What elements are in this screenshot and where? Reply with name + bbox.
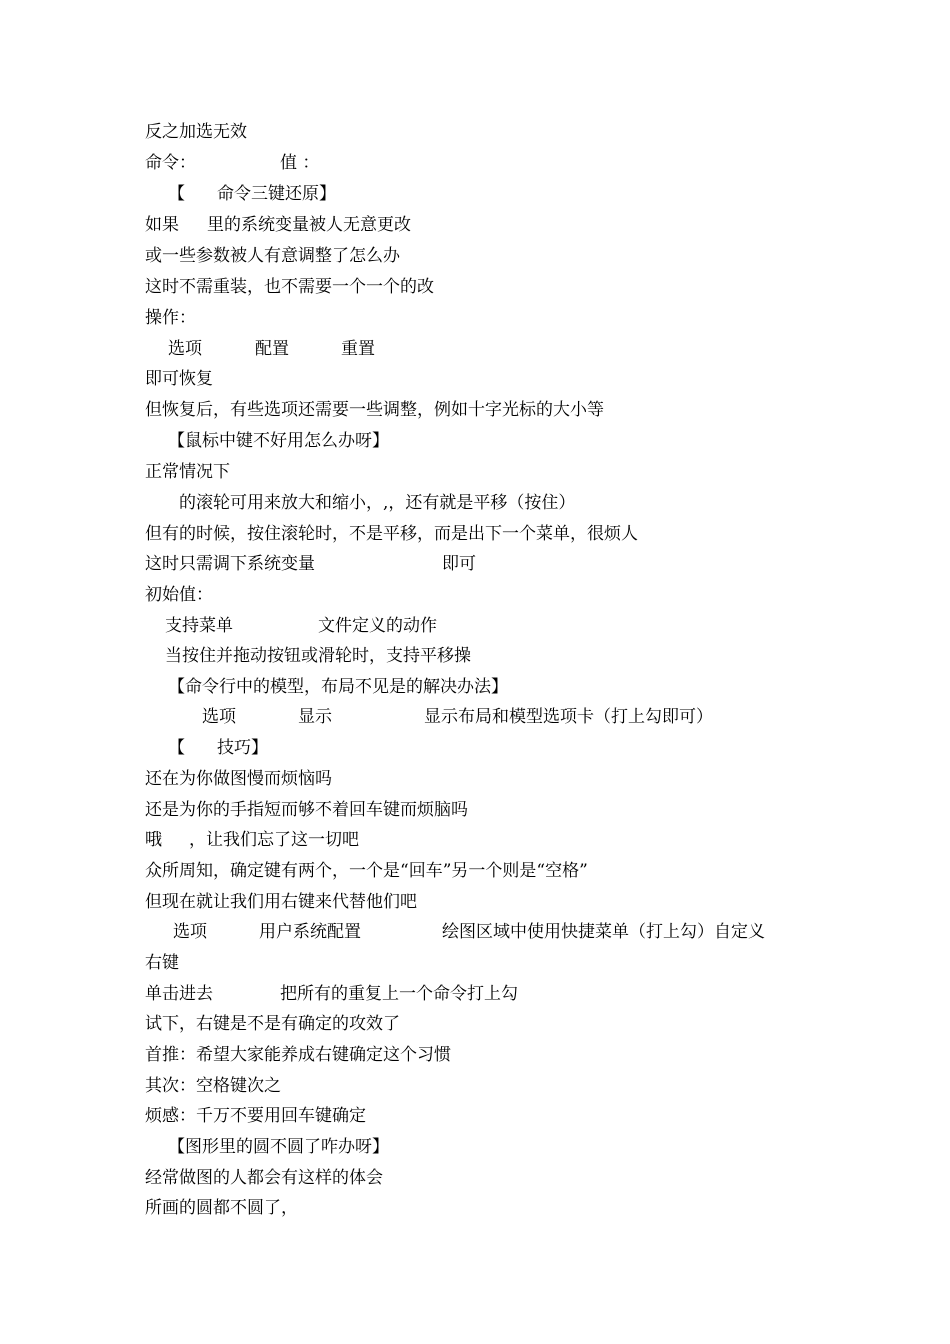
text-segment: 绘图区域中使用快捷菜单（打上勾）自定义 bbox=[442, 922, 765, 942]
text-segment: 【 bbox=[168, 184, 185, 204]
text-segment: 【命令行中的模型，布局不见是的解决办法】 bbox=[168, 677, 508, 697]
text-segment: 反之加选无效 bbox=[145, 122, 247, 142]
text-segment: 选项 bbox=[173, 922, 207, 942]
text-segment: 试下，右键是不是有确定的攻效了 bbox=[145, 1014, 400, 1034]
text-segment: 当按住并拖动按钮或滑轮时，支持平移操 bbox=[165, 646, 471, 666]
text-segment: 经常做图的人都会有这样的体会 bbox=[145, 1168, 383, 1188]
text-segment: 其次：空格键次之 bbox=[145, 1076, 281, 1096]
text-segment: 这时只需调下系统变量 bbox=[145, 554, 315, 574]
text-segment: 里的系统变量被人无意更改 bbox=[207, 215, 411, 235]
text-segment: 选项 bbox=[202, 707, 236, 727]
text-segment: 显示布局和模型选项卡（打上勾即可） bbox=[424, 707, 713, 727]
text-segment: 【 bbox=[168, 738, 185, 758]
text-segment: 支持菜单 bbox=[165, 616, 233, 636]
text-segment: 技巧】 bbox=[217, 738, 268, 758]
text-segment: 哦 bbox=[145, 830, 162, 850]
text-segment: 右键 bbox=[145, 953, 179, 973]
text-segment: 还在为你做图慢而烦恼吗 bbox=[145, 769, 332, 789]
text-segment: 的滚轮可用来放大和缩小，,，还有就是平移（按住） bbox=[179, 493, 576, 513]
text-segment: 但恢复后，有些选项还需要一些调整，例如十字光标的大小等 bbox=[145, 400, 604, 420]
text-segment: 命令三键还原】 bbox=[217, 184, 336, 204]
text-segment: 值 ： bbox=[280, 153, 320, 173]
text-segment: 即可恢复 bbox=[145, 369, 213, 389]
text-segment: 用户系统配置 bbox=[259, 922, 361, 942]
text-segment: 选项 bbox=[168, 339, 202, 359]
text-segment: 还是为你的手指短而够不着回车键而烦脑吗 bbox=[145, 800, 468, 820]
text-segment: 这时不需重装，也不需要一个一个的改 bbox=[145, 277, 434, 297]
text-segment: 单击进去 bbox=[145, 984, 213, 1004]
text-segment: 【图形里的圆不圆了咋办呀】 bbox=[168, 1137, 389, 1157]
text-segment: 配置 bbox=[255, 339, 289, 359]
text-segment: 烦感：千万不要用回车键确定 bbox=[145, 1106, 366, 1126]
text-segment: 所画的圆都不圆了， bbox=[145, 1198, 298, 1218]
text-segment: 命令： bbox=[145, 153, 196, 173]
text-segment: 但现在就让我们用右键来代替他们吧 bbox=[145, 892, 417, 912]
text-segment: ，让我们忘了这一切吧 bbox=[189, 830, 359, 850]
text-segment: 即可 bbox=[442, 554, 476, 574]
text-segment: 但有的时候，按住滚轮时，不是平移，而是出下一个菜单，很烦人 bbox=[145, 524, 638, 544]
text-segment: 文件定义的动作 bbox=[318, 616, 437, 636]
text-segment: 重置 bbox=[341, 339, 375, 359]
text-segment: 或一些参数被人有意调整了怎么办 bbox=[145, 246, 400, 266]
text-segment: 【鼠标中键不好用怎么办呀】 bbox=[168, 431, 389, 451]
text-segment: 显示 bbox=[298, 707, 332, 727]
text-segment: 如果 bbox=[145, 215, 179, 235]
text-segment: 正常情况下 bbox=[145, 462, 230, 482]
text-segment: 首推：希望大家能养成右键确定这个习惯 bbox=[145, 1045, 451, 1065]
text-segment: 初始值： bbox=[145, 585, 213, 605]
text-segment: 众所周知，确定键有两个，一个是“回车”另一个则是“空格” bbox=[145, 861, 588, 881]
text-segment: 操作： bbox=[145, 308, 196, 328]
text-segment: 把所有的重复上一个命令打上勾 bbox=[280, 984, 518, 1004]
